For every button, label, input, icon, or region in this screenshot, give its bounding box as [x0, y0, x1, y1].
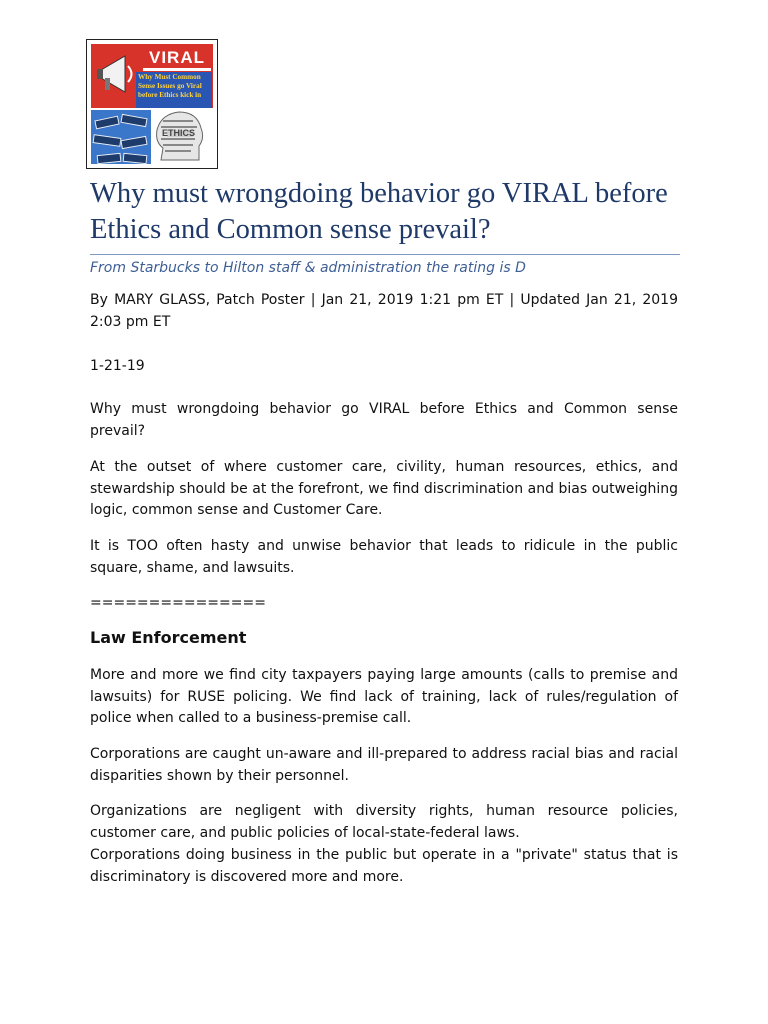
section-paragraph-3: Organizations are negligent with diversity rights, human resource policies, customer care, and public policies of local-state-federal laws.: [90, 803, 678, 841]
article-date: 1-21-19: [90, 358, 145, 374]
article-subtitle: From Starbucks to Hilton staff & administration the rating is D: [90, 260, 526, 276]
ethics-label: ETHICS: [161, 128, 195, 138]
title-divider: [90, 254, 680, 255]
header-image: [86, 39, 218, 169]
section-paragraph-4: Corporations doing business in the public but operate in a "private" status that is discriminatory is discovered more and more.: [90, 847, 678, 885]
image-caption: Why Must Common Sense Issues go Viral before Ethics kick in: [136, 72, 212, 108]
section-heading: Law Enforcement: [90, 628, 247, 647]
intro-paragraph-3: It is TOO often hasty and unwise behavior that leads to ridicule in the public square, shame, and lawsuits.: [90, 538, 678, 576]
byline: By MARY GLASS, Patch Poster | Jan 21, 2019 1:21 pm ET | Updated Jan 21, 2019 2:03 pm ET: [90, 292, 678, 330]
section-paragraph-1: More and more we find city taxpayers paying large amounts (calls to premise and lawsuits) for RUSE policing. We find lack of training, lack of rules/regulation of police when called to a business-premise call.: [90, 667, 678, 726]
section-separator: ===============: [90, 595, 266, 611]
section-paragraph-2: Corporations are caught un-aware and ill-prepared to address racial bias and racial disparities shown by their personnel.: [90, 746, 678, 784]
intro-paragraph-2: At the outset of where customer care, civility, human resources, ethics, and stewardship should be at the forefront, we find discrimination and bias outweighing logic, common sense and Customer Care.: [90, 459, 678, 518]
viral-badge: VIRAL: [143, 48, 211, 68]
article-title: Why must wrongdoing behavior go VIRAL before Ethics and Common sense prevail?: [90, 178, 668, 245]
megaphone-icon: [95, 52, 139, 96]
intro-paragraph-1: Why must wrongdoing behavior go VIRAL before Ethics and Common sense prevail?: [90, 401, 678, 439]
street-signs-graphic: [91, 110, 151, 164]
